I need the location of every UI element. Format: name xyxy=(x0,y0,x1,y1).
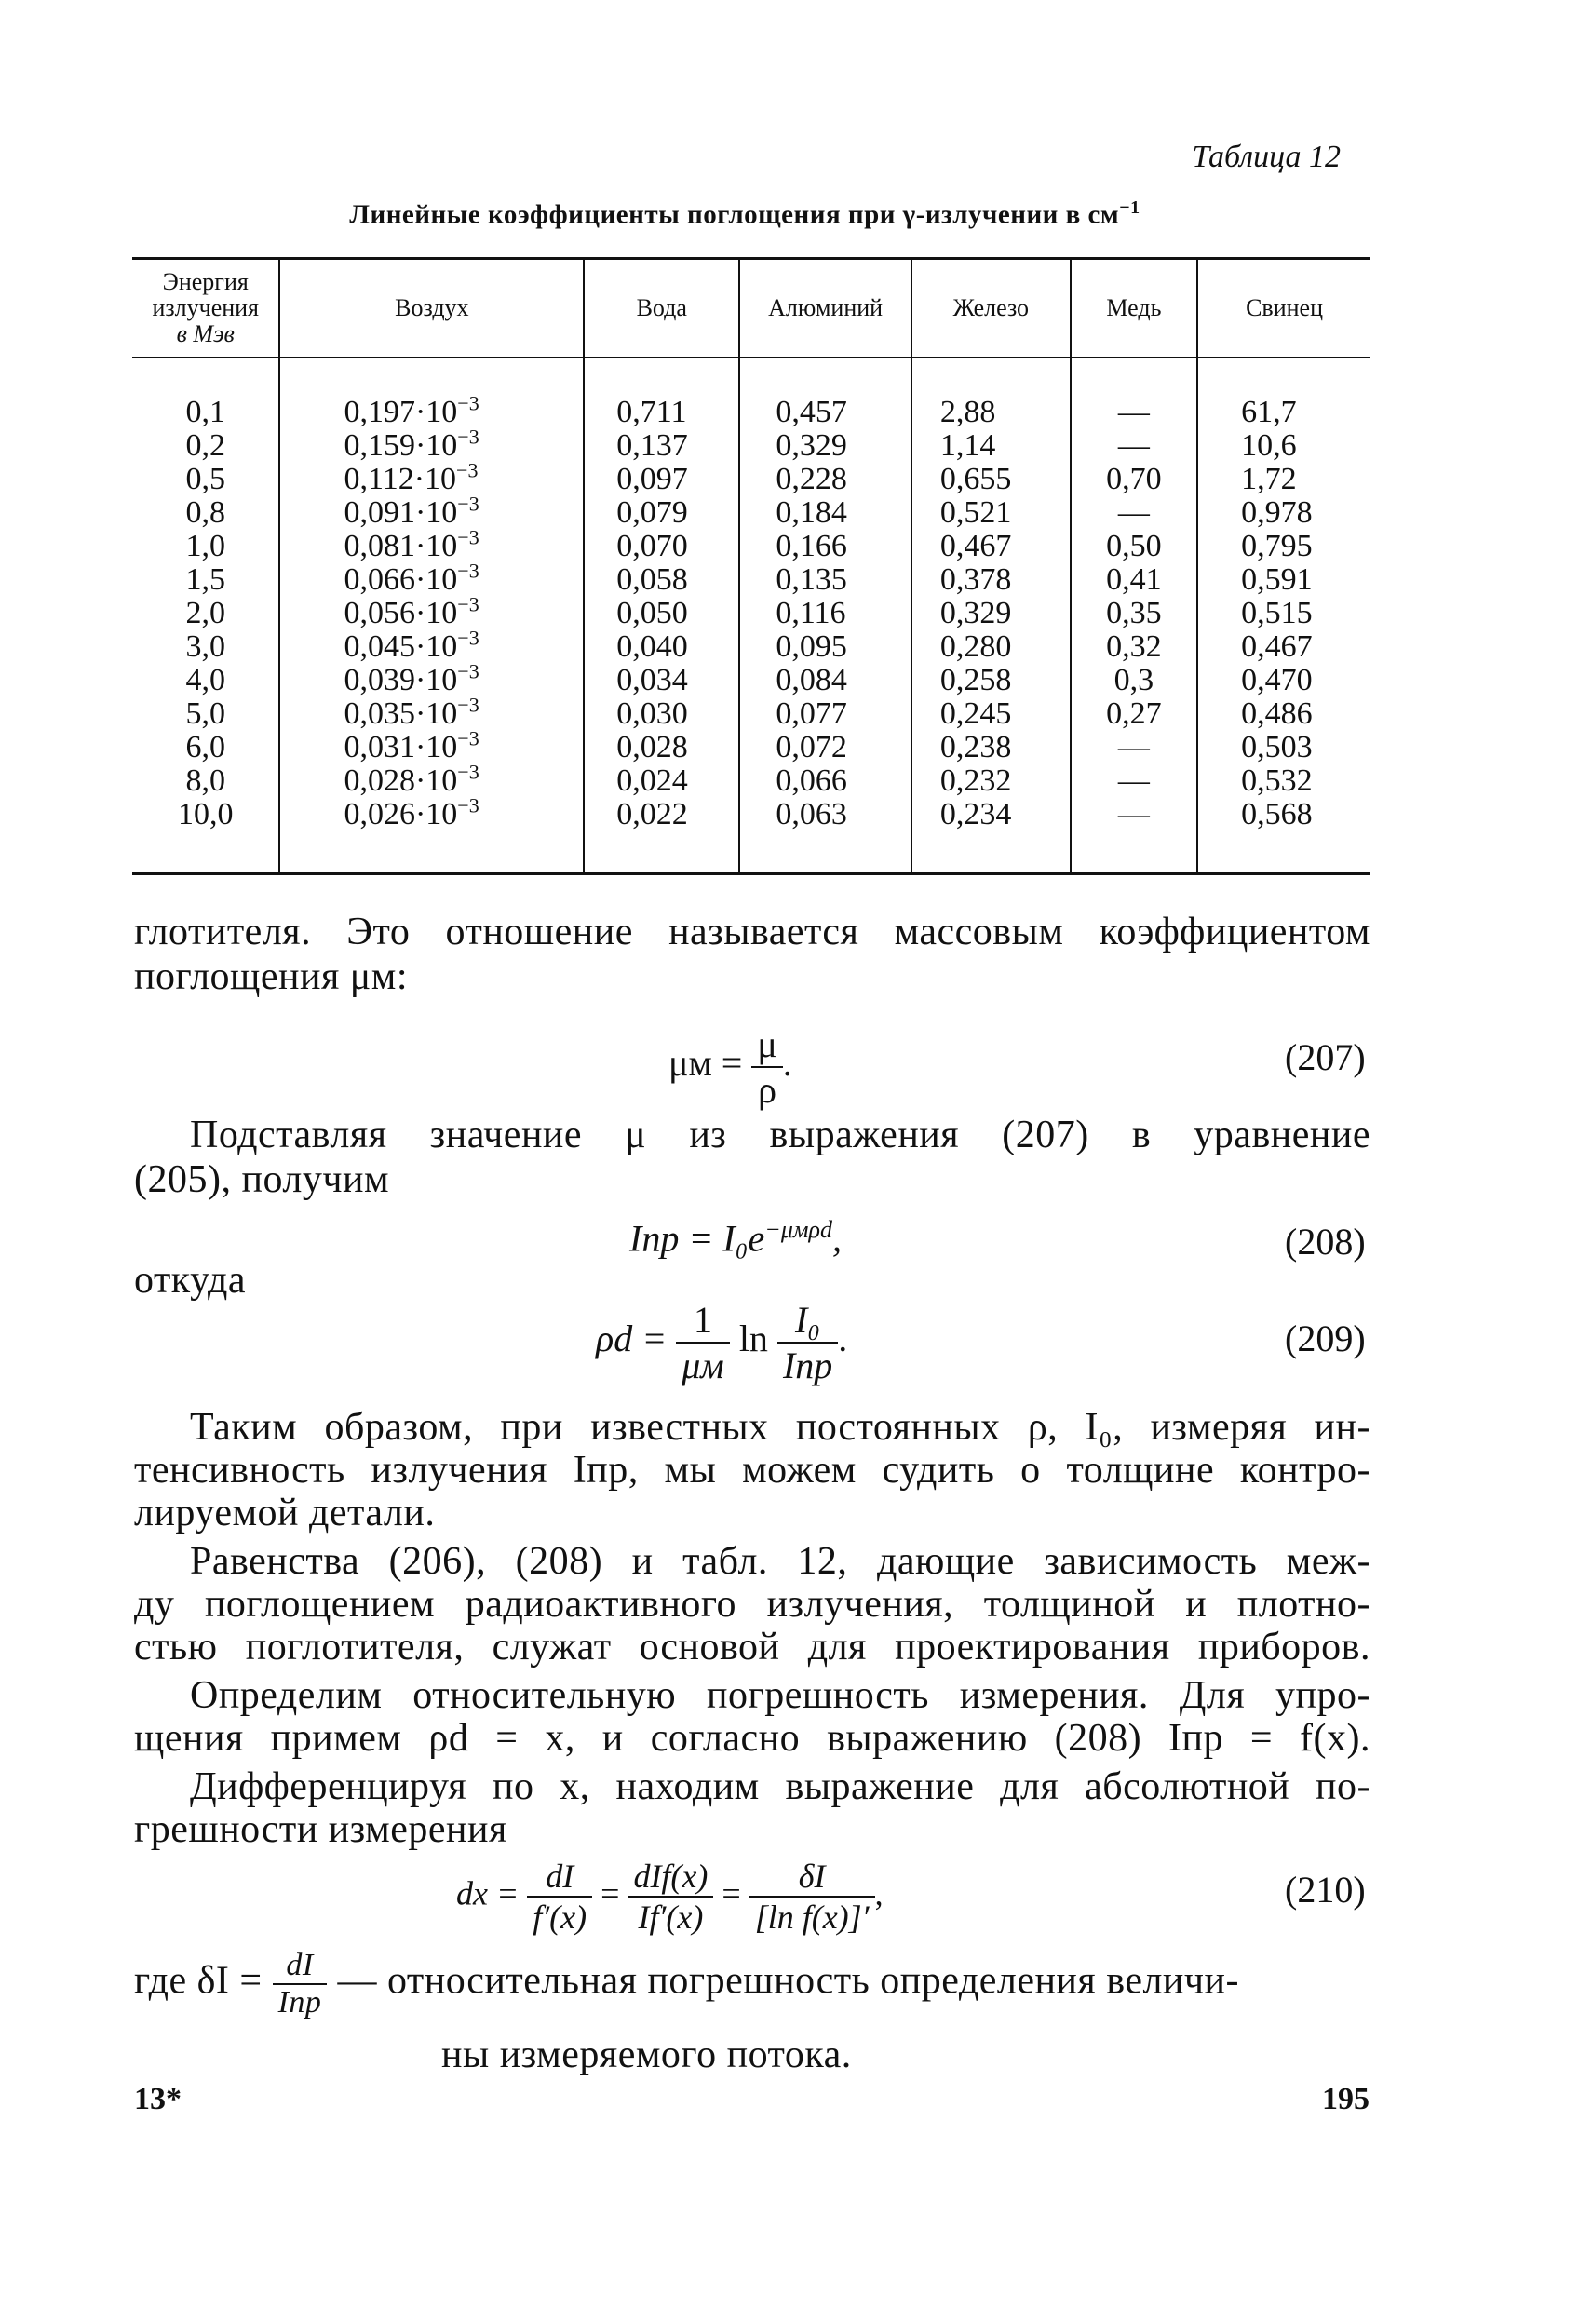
cell-lead: 0,467 xyxy=(1241,629,1313,664)
cell-iron: 0,521 xyxy=(939,495,1012,530)
cell-water: 0,022 xyxy=(616,797,688,831)
cell-air: $0,112\cdot 10^{-3}$ xyxy=(344,458,479,496)
header-copper: Медь xyxy=(1071,259,1197,358)
column-energy xyxy=(132,358,279,874)
cell-energy: 0,5 xyxy=(185,462,225,496)
cell-copper: — xyxy=(1117,763,1150,798)
cell-water: 0,040 xyxy=(616,629,688,664)
cell-iron: 0,234 xyxy=(939,797,1012,831)
equation-209-number: (209) xyxy=(1285,1317,1366,1359)
equation-207-number: (207) xyxy=(1285,1036,1366,1078)
table-body-row xyxy=(132,358,1370,874)
cell-air: $0,197\cdot 10^{-3}$ xyxy=(344,391,479,429)
header-energy: Энергия излучения в Мэв xyxy=(132,259,279,358)
cell-lead: 0,978 xyxy=(1241,495,1313,530)
equation-207: μм = $\frac{\mu}{\rho}$ . xyxy=(668,1023,792,1111)
cell-water: 0,058 xyxy=(616,562,688,597)
paragraph-6-line-1: Дифференцируя по x, находим выражение для абсолютной по- xyxy=(190,1765,1370,1808)
cell-lead: 1,72 xyxy=(1241,462,1297,496)
cell-water: 0,070 xyxy=(616,529,688,563)
paragraph-2-line-1: Подставляя значение μ из выражения (207) в уравнение xyxy=(190,1114,1370,1156)
cell-lead: 10,6 xyxy=(1241,428,1297,463)
cell-iron: 2,88 xyxy=(939,395,996,429)
cell-aluminum: 0,329 xyxy=(776,428,847,463)
cell-air: $0,028\cdot 10^{-3}$ xyxy=(344,760,479,798)
cell-aluminum: 0,166 xyxy=(776,529,847,563)
paragraph-6-line-2: грешности измерения xyxy=(134,1808,507,1851)
paragraph-2-line-2: (205), получим xyxy=(134,1158,390,1201)
header-aluminum: Алюминий xyxy=(739,259,911,358)
cell-copper: — xyxy=(1117,495,1150,530)
cell-air: $0,091\cdot 10^{-3}$ xyxy=(344,492,479,530)
header-lead: Свинец xyxy=(1197,259,1370,358)
equation-210: dx = $\frac{dI}{f'(x)}$ = $\frac{\text{dIf(x)}}{If'(x)}$ = $\frac{\delta I}{\text{[ln f(x)]′}}$ , xyxy=(456,1858,884,1936)
cell-lead: 0,532 xyxy=(1241,763,1313,798)
cell-aluminum: 0,228 xyxy=(776,462,847,496)
absorption-table xyxy=(132,257,1370,875)
header-air: Воздух xyxy=(279,259,584,358)
cell-air: $0,056\cdot 10^{-3}$ xyxy=(344,592,479,630)
cell-air: $0,031\cdot 10^{-3}$ xyxy=(344,726,479,764)
cell-energy: 5,0 xyxy=(185,696,225,731)
cell-iron: 0,280 xyxy=(939,629,1012,664)
cell-energy: 8,0 xyxy=(185,763,225,798)
cell-copper: — xyxy=(1117,797,1150,831)
cell-lead: 0,568 xyxy=(1241,797,1313,831)
cell-copper: 0,3 xyxy=(1113,663,1154,697)
cell-air: $0,066\cdot 10^{-3}$ xyxy=(344,559,479,597)
paragraph-5-line-1: Определим относительную погрешность измерения. Для упро- xyxy=(190,1674,1370,1717)
equation-210-number: (210) xyxy=(1285,1869,1366,1911)
table-title: Линейные коэффициенты поглощения при γ-излучении в $см^{-1}$ xyxy=(349,197,1140,230)
cell-air: $0,081\cdot 10^{-3}$ xyxy=(344,525,479,563)
cell-lead: 0,795 xyxy=(1241,529,1313,563)
cell-water: 0,030 xyxy=(616,696,688,731)
cell-aluminum: 0,095 xyxy=(776,629,847,664)
where-line-2: ны измеряемого потока. xyxy=(441,2034,852,2076)
cell-aluminum: 0,084 xyxy=(776,663,847,697)
cell-water: 0,050 xyxy=(616,596,688,630)
column-iron xyxy=(911,358,1071,874)
cell-energy: 0,1 xyxy=(185,395,225,429)
equation-209: ρd = $\frac{1}{\mu м}$ ln $\frac{\text{I₀}}{\text{Iпр}}$ . xyxy=(596,1299,848,1386)
where-line: где δI = $\frac{dI}{\text{Iпр}}$ — относительная погрешность определения величи- xyxy=(134,1948,1239,2020)
cell-copper: 0,50 xyxy=(1106,529,1162,563)
paragraph-3-line-3: лируемой детали. xyxy=(134,1492,436,1534)
cell-iron: 0,378 xyxy=(939,562,1012,597)
table-header-row xyxy=(132,259,1370,358)
column-aluminum xyxy=(739,358,911,874)
equation-208-number: (208) xyxy=(1285,1221,1366,1263)
cell-water: 0,711 xyxy=(616,395,687,429)
cell-copper: 0,32 xyxy=(1106,629,1162,664)
cell-water: 0,097 xyxy=(616,462,688,496)
column-water xyxy=(584,358,739,874)
cell-air: $0,035\cdot 10^{-3}$ xyxy=(344,693,479,731)
cell-iron: 1,14 xyxy=(939,428,996,463)
paragraph-1-line-2: поглощения μм: xyxy=(134,955,409,998)
cell-iron: 0,238 xyxy=(939,730,1012,764)
cell-aluminum: 0,066 xyxy=(776,763,847,798)
table-label: Таблица 12 xyxy=(1192,140,1341,174)
cell-aluminum: 0,072 xyxy=(776,730,847,764)
header-water: Вода xyxy=(584,259,739,358)
cell-water: 0,028 xyxy=(616,730,688,764)
cell-iron: 0,232 xyxy=(939,763,1012,798)
cell-air: $0,159\cdot 10^{-3}$ xyxy=(344,425,479,463)
cell-water: 0,034 xyxy=(616,663,688,697)
cell-iron: 0,245 xyxy=(939,696,1012,731)
cell-water: 0,137 xyxy=(616,428,688,463)
cell-energy: 6,0 xyxy=(185,730,225,764)
cell-aluminum: 0,116 xyxy=(776,596,846,630)
cell-energy: 3,0 xyxy=(185,629,225,664)
cell-air: $0,026\cdot 10^{-3}$ xyxy=(344,793,479,831)
cell-lead: 0,486 xyxy=(1241,696,1313,731)
cell-air: $0,039\cdot 10^{-3}$ xyxy=(344,659,479,697)
cell-water: 0,079 xyxy=(616,495,688,530)
cell-energy: 1,0 xyxy=(185,529,225,563)
cell-aluminum: 0,077 xyxy=(776,696,847,731)
cell-energy: 1,5 xyxy=(185,562,225,597)
cell-copper: 0,27 xyxy=(1106,696,1162,731)
cell-lead: 0,470 xyxy=(1241,663,1313,697)
cell-aluminum: 0,457 xyxy=(776,395,847,429)
cell-energy: 10,0 xyxy=(177,797,234,831)
paragraph-4-line-3: стью поглотителя, служат основой для проектирования приборов. xyxy=(134,1626,1370,1669)
column-air xyxy=(279,358,584,874)
column-lead xyxy=(1197,358,1370,874)
cell-energy: 0,2 xyxy=(185,428,225,463)
cell-iron: 0,655 xyxy=(939,462,1012,496)
header-iron: Железо xyxy=(911,259,1071,358)
paragraph-3-line-1: Таким образом, при известных постоянных ρ, I₀, измеряя ин- xyxy=(190,1406,1370,1449)
word-otkuda: откуда xyxy=(134,1259,246,1302)
cell-energy: 4,0 xyxy=(185,663,225,697)
cell-iron: 0,467 xyxy=(939,529,1012,563)
page-number: 195 xyxy=(1322,2082,1370,2116)
paragraph-3-line-2: тенсивность излучения Iпр, мы можем судить о толщине контро- xyxy=(134,1449,1370,1492)
cell-copper: — xyxy=(1117,428,1150,463)
cell-aluminum: 0,135 xyxy=(776,562,847,597)
cell-copper: 0,70 xyxy=(1106,462,1162,496)
cell-aluminum: 0,184 xyxy=(776,495,847,530)
cell-lead: 61,7 xyxy=(1241,395,1297,429)
cell-copper: 0,35 xyxy=(1106,596,1162,630)
cell-energy: 2,0 xyxy=(185,596,225,630)
column-copper xyxy=(1071,358,1197,874)
cell-iron: 0,258 xyxy=(939,663,1012,697)
cell-copper: 0,41 xyxy=(1106,562,1162,597)
footer-signature: 13* xyxy=(134,2082,182,2116)
paragraph-5-line-2: щения примем ρd = x, и согласно выражению (208) Iпр = f(x). xyxy=(134,1717,1370,1760)
paragraph-1-line-1: глотителя. Это отношение называется массовым коэффициентом xyxy=(134,911,1370,953)
cell-iron: 0,329 xyxy=(939,596,1012,630)
paragraph-4-line-2: ду поглощением радиоактивного излучения, толщиной и плотно- xyxy=(134,1583,1370,1626)
cell-copper: — xyxy=(1117,395,1150,429)
paragraph-4-line-1: Равенства (206), (208) и табл. 12, дающие зависимость меж- xyxy=(190,1540,1370,1583)
cell-copper: — xyxy=(1117,730,1150,764)
equation-208: Iпр = $I_0e^{-\mu м\rho d}$, xyxy=(629,1216,842,1260)
cell-energy: 0,8 xyxy=(185,495,225,530)
cell-aluminum: 0,063 xyxy=(776,797,847,831)
cell-lead: 0,515 xyxy=(1241,596,1313,630)
cell-lead: 0,591 xyxy=(1241,562,1313,597)
cell-lead: 0,503 xyxy=(1241,730,1313,764)
cell-air: $0,045\cdot 10^{-3}$ xyxy=(344,626,479,664)
cell-water: 0,024 xyxy=(616,763,688,798)
